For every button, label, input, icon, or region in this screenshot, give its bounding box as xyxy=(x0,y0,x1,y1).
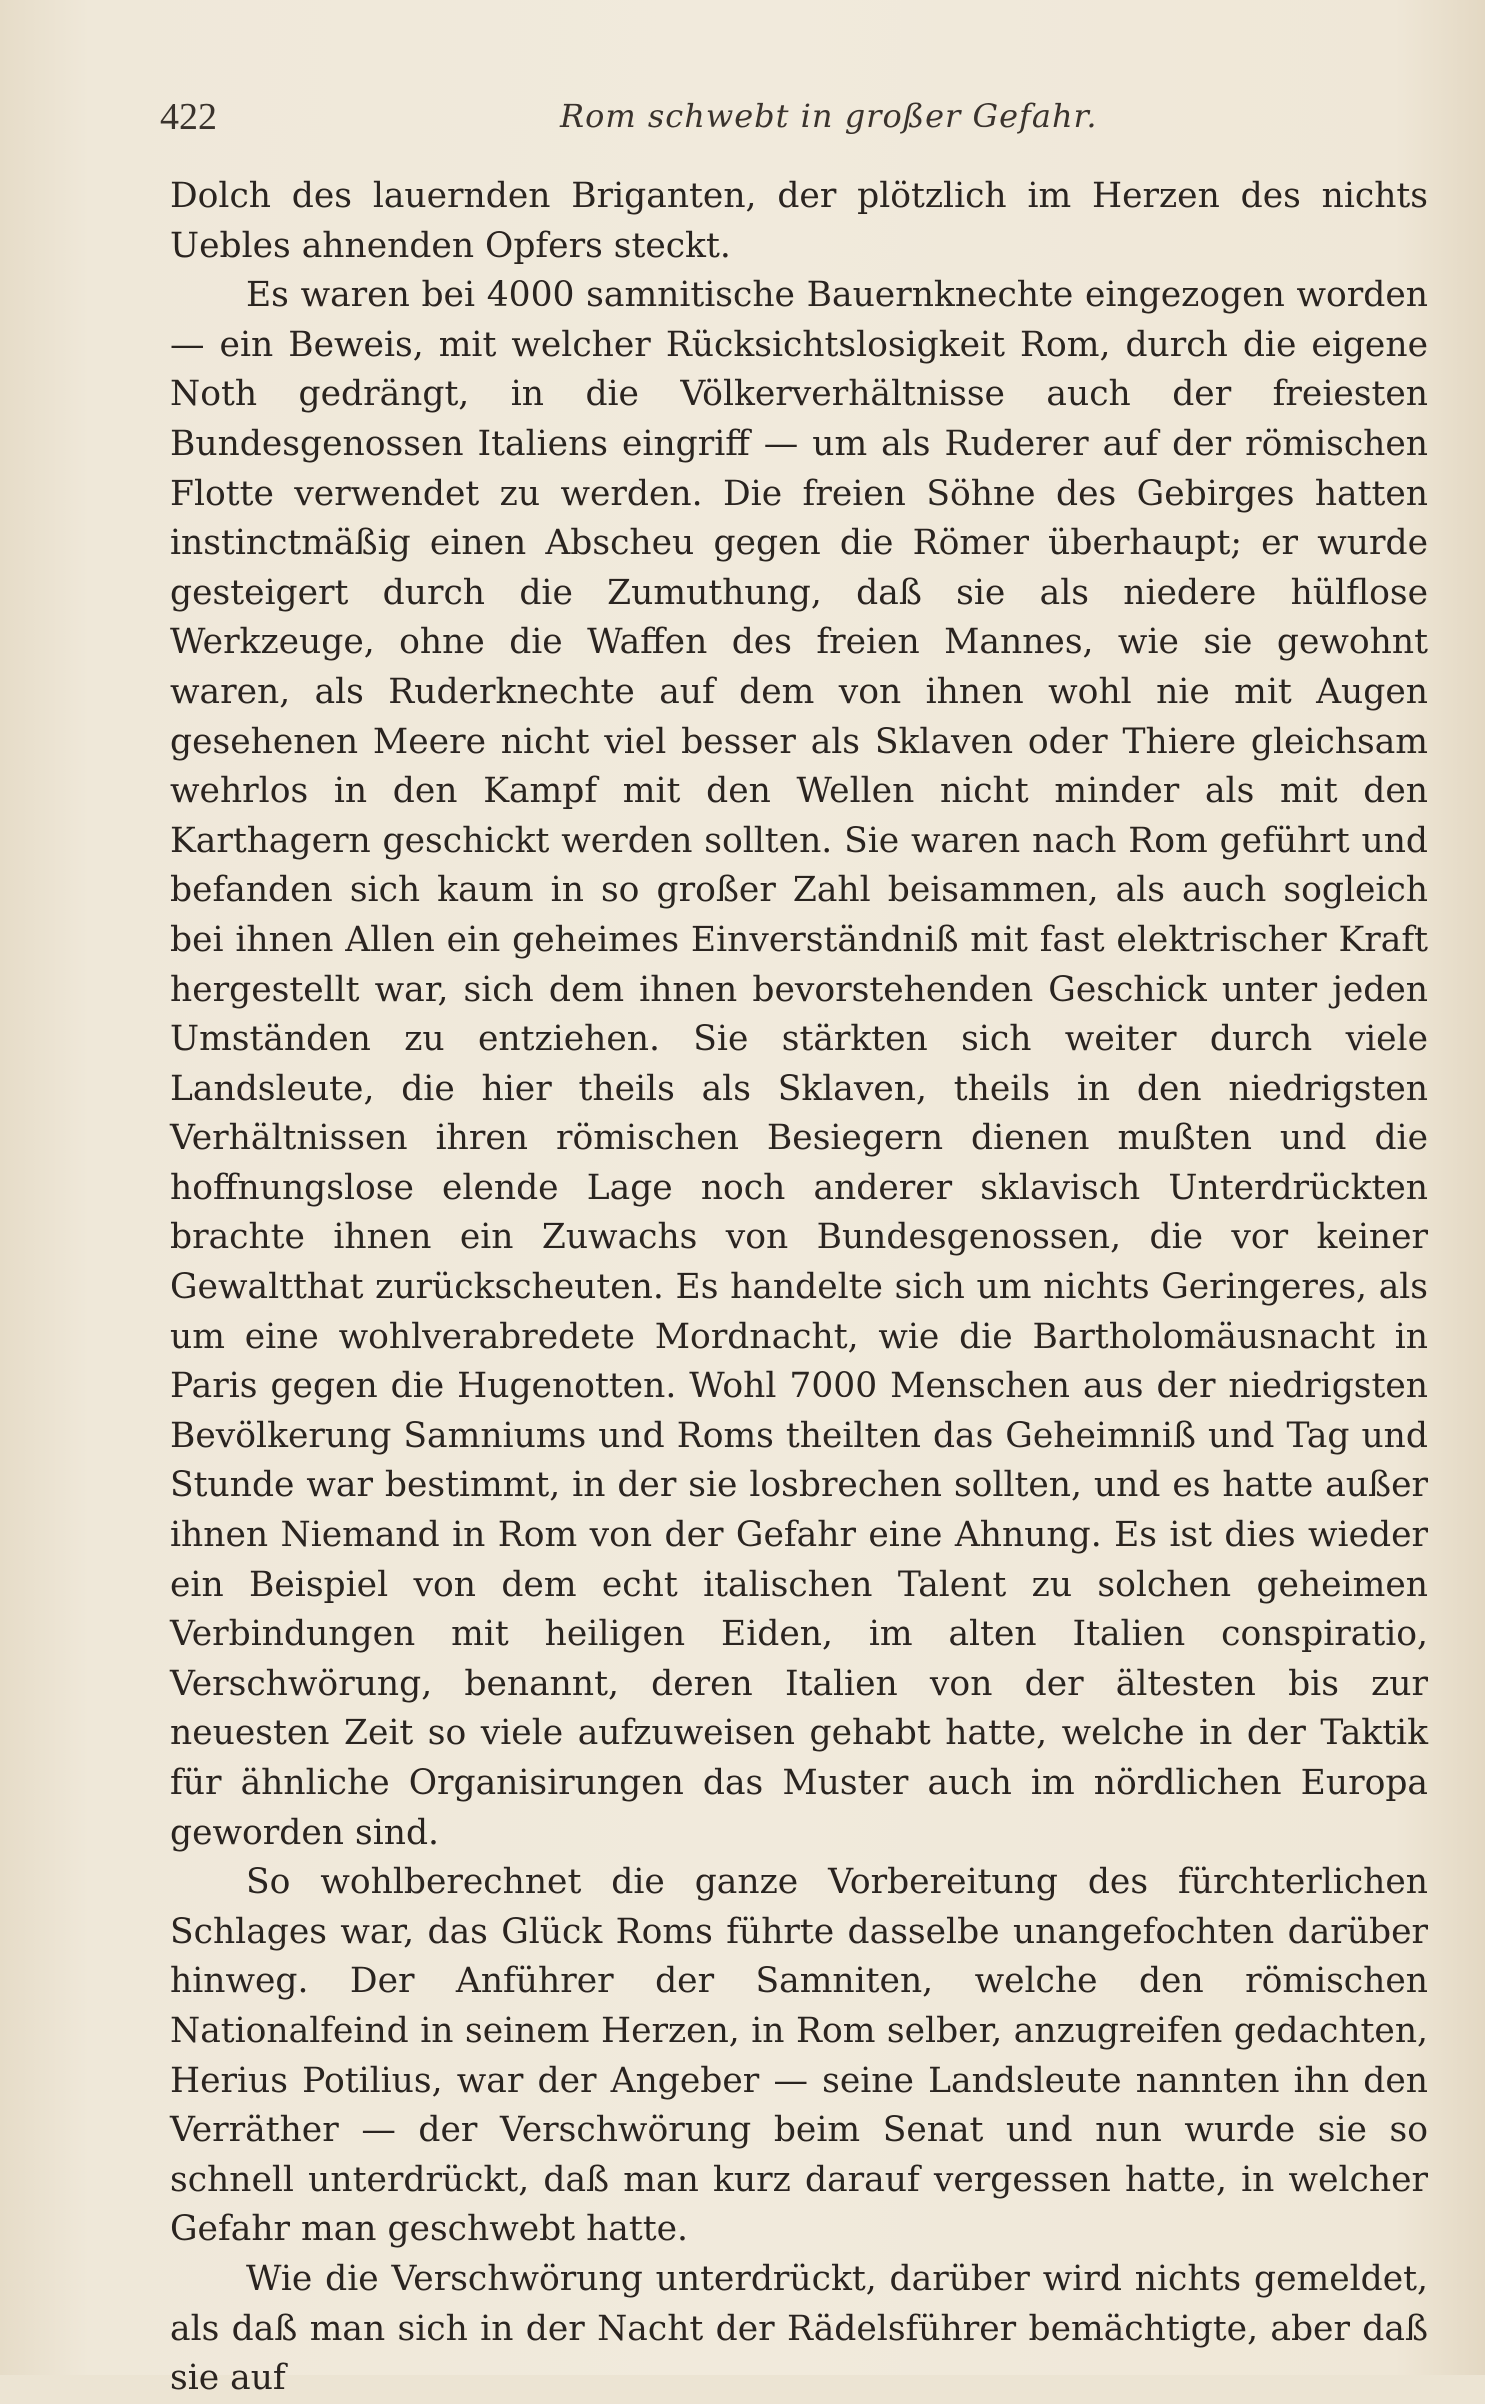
page-number: 422 xyxy=(160,96,217,138)
paragraph: Wie die Verschwörung unterdrückt, darüber wird nichts gemeldet, als daß man sich in der Nacht der Rädelsführer bemächtigte, aber daß sie auf xyxy=(170,2258,1428,2399)
body-text xyxy=(170,172,1428,2404)
paragraph: Es waren bei 4000 samnitische Bauernknechte eingezogen worden — ein Beweis, mit welcher Rücksichtslosigkeit Rom, durch die eigene Noth gedrängt, in die Völkerverhältnisse auch der freiesten Bundesgenossen Italiens eingriff — um als Ruderer auf der römischen Flotte verwendet zu werden. Die freien Söhne des Gebirges hatten instinctmäßig einen Abscheu gegen die Römer überhaupt; er wurde gesteigert durch die Zumuthung, daß sie als niedere hülflose Werkzeuge, ohne die Waffen des freien Mannes, wie sie gewohnt waren, als Ruderknechte auf dem von ihnen wohl nie mit Augen gesehenen Meere nicht viel besser als Sklaven oder Thiere gleichsam wehrlos in den Kampf mit den Wellen nicht minder als mit den Karthagern geschickt werden sollten. Sie waren nach Rom geführt und befanden sich kaum in so großer Zahl beisammen, als auch sogleich bei ihnen Allen ein geheimes Einverständniß mit fast elektrischer Kraft hergestellt war, sich dem ihnen bevorstehenden Geschick unter jeden Umständen zu entziehen. Sie stärkten sich weiter durch viele Landsleute, die hier theils als Sklaven, theils in den niedrigsten Verhältnissen ihren römischen Besiegern dienen mußten und die hoffnungslose elende Lage noch anderer sklavisch Unterdrückten brachte ihnen ein Zuwachs von Bundesgenossen, die vor keiner Gewaltthat zurückscheuten. Es handelte sich um nichts Geringeres, als um eine wohlverabredete Mordnacht, wie die Bartholomäusnacht in Paris gegen die Hugenotten. Wohl 7000 Menschen aus der niedrigsten Bevölkerung Samniums und Roms theilten das Geheimniß und Tag und Stunde war bestimmt, in der sie losbrechen sollten, und es hatte außer ihnen Niemand in Rom von der Gefahr eine Ahnung. Es ist dies wieder ein Beispiel von dem echt italischen Talent zu solchen geheimen Verbindungen mit heiligen Eiden, im alten Italien conspiratio, Verschwörung, benannt, deren Italien von der ältesten bis zur neuesten Zeit so viele aufzuweisen gehabt hatte, welche in der Taktik für ähnliche Organisirungen das Muster auch im nördlichen Europa geworden sind. xyxy=(170,275,1428,1853)
page-header xyxy=(160,95,1430,155)
running-head: Rom schwebt in großer Gefahr. xyxy=(560,97,1098,135)
paragraph: Dolch des lauernden Briganten, der plötzlich im Herzen des nichts Uebles ahnenden Opfers steckt. xyxy=(170,176,1428,266)
paragraph: So wohlberechnet die ganze Vorbereitung des fürchterlichen Schlages war, das Glück Roms führte dasselbe unangefochten darüber hinweg. Der Anführer der Samniten, welche den römischen Nationalfeind in seinem Herzen, in Rom selber, anzugreifen gedachten, Herius Potilius, war der Angeber — seine Landsleute nannten ihn den Verräther — der Verschwörung beim Senat und nun wurde sie so schnell unterdrückt, daß man kurz darauf vergessen hatte, in welcher Gefahr man geschwebt hatte. xyxy=(170,1862,1428,2250)
